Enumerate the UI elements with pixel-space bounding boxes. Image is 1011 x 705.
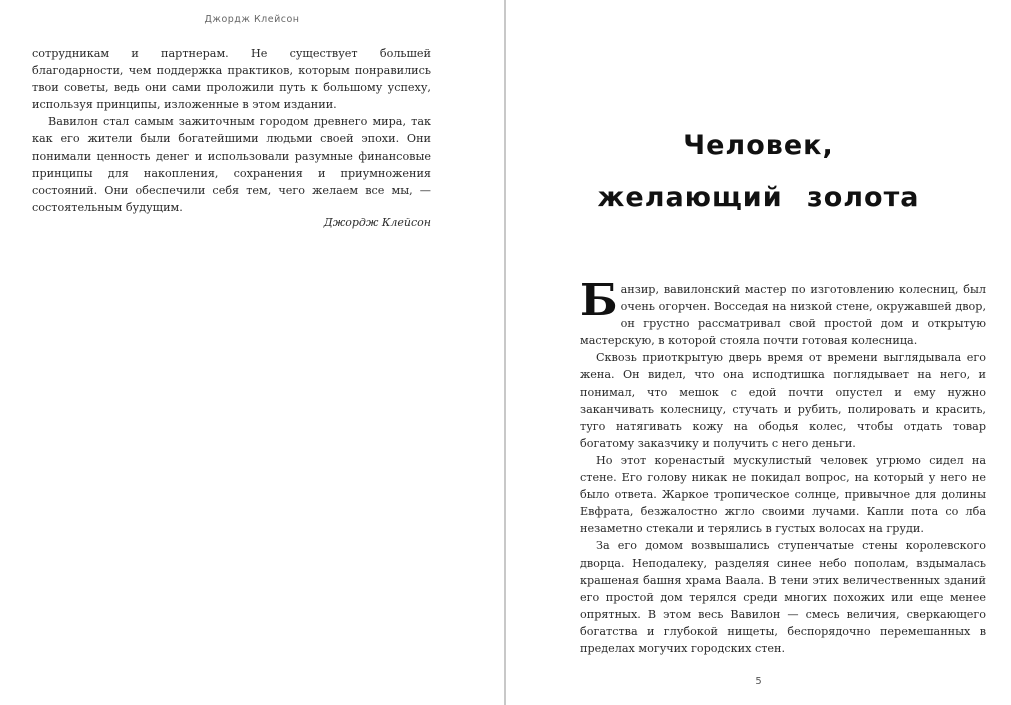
chapter-title-line-1: Человек, — [683, 130, 834, 161]
left-page-text — [32, 45, 431, 216]
paragraph: Вавилон стал самым зажиточным городом древнего мира, так как его жители были богатейшими людьми своей эпохи. Они понимали ценность денег и использовали разумные финансовые принципы для накопления, сохранения и приумножения состояний. Они обеспечили себя тем, чего желаем все мы, — состоятельным будущим. — [32, 115, 431, 214]
first-paragraph — [580, 275, 986, 349]
right-page-text — [580, 275, 986, 657]
first-paragraph-text: анзир, вавилонский мастер по изготовлению колесниц, был очень огорчен. Восседая на низкой стене, окружавшей двор, он грустно рассматривал свой простой дом и открытую мастерскую, в которой стояла почти готовая колесница. — [580, 283, 986, 348]
page-number: 5 — [755, 676, 762, 687]
left-page — [0, 0, 504, 705]
drop-cap: Б — [580, 275, 618, 326]
paragraph: Но этот коренастый мускулистый человек угрюмо сидел на стене. Его голову никак не покидал вопрос, на который у него не было ответа. Жаркое тропическое солнце, привычное для долины Евфрата, безжалостно жгло своими лучами. Капли пота со лба незаметно стекали и терялись в густых волосах на груди. — [580, 453, 986, 536]
paragraph: сотрудникам и партнерам. Не существует большей благодарности, чем поддержка практиков, которым понравились твои советы, ведь они сами проложили путь к большому успеху, используя принципы, изложенные в этом издании. — [32, 47, 431, 112]
running-head: Джордж Клейсон — [204, 14, 300, 25]
right-page — [506, 0, 1011, 705]
author-signature: Джордж Клейсон — [323, 216, 431, 229]
paragraph: Сквозь приоткрытую дверь время от времени выглядывала его жена. Он видел, что она исподтишка поглядывает на него, и понимал, что мешок с едой почти опустел и ему нужно заканчивать колесницу, стучать и рубить, полировать и красить, туго натягивать кожу на ободья колес, чтобы отдать товар богатому заказчику и получить с него деньги. — [580, 351, 986, 450]
chapter-title-line-2: желающий золота — [597, 182, 920, 213]
paragraph: За его домом возвышались ступенчатые стены королевского дворца. Неподалеку, разделяя синее небо пополам, вздымалась крашеная башня храма Ваала. В тени этих величественных зданий его простой дом терялся среди многих похожих или еще менее опрятных. В этом весь Вавилон — смесь величия, сверкающего богатства и глубокой нищеты, беспорядочно перемешанных в пределах могучих городских стен. — [580, 539, 986, 655]
